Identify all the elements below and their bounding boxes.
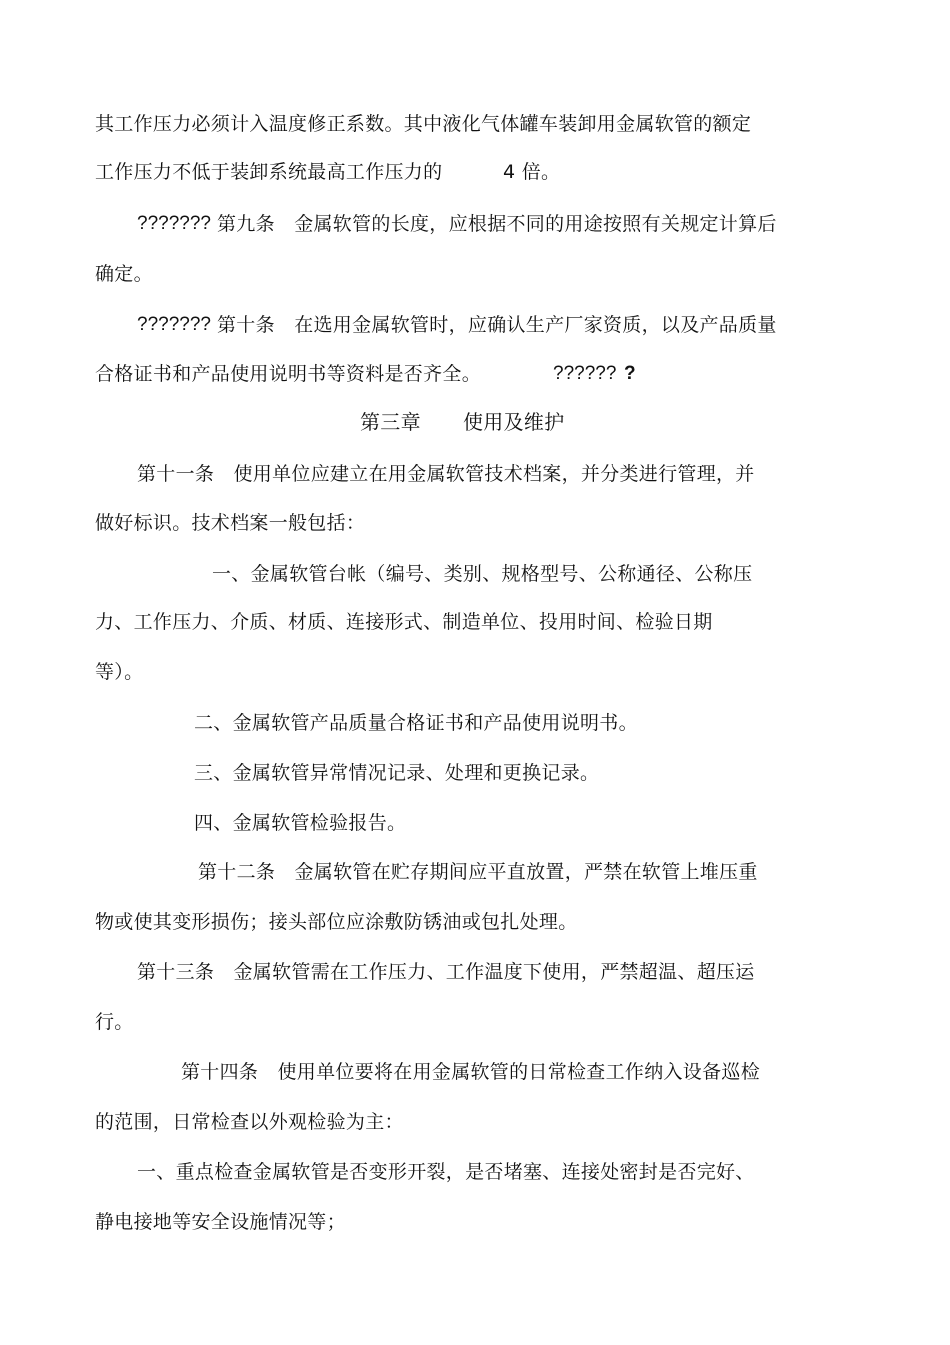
text-line: 4 倍。 xyxy=(503,161,561,183)
article-10: 第十条 在选用金属软管时，应确认生产厂家资质，以及产品质量 xyxy=(217,314,777,336)
garbled-text: ??????? xyxy=(137,213,211,234)
list-item: 四、金属软管检验报告。 xyxy=(194,812,407,834)
article-13: 第十三条 金属软管需在工作压力、工作温度下使用，严禁超温、超压运 xyxy=(137,961,755,983)
text-line: 物或使其变形损伤；接头部位应涂敷防锈油或包扎处理。 xyxy=(95,911,578,933)
chapter-title: 使用及维护 xyxy=(463,410,565,434)
list-item: 一、重点检查金属软管是否变形开裂，是否堵塞、连接处密封是否完好、 xyxy=(137,1161,755,1183)
text-line: 等）。 xyxy=(95,661,144,683)
text-line: 做好标识。技术档案一般包括： xyxy=(95,512,366,534)
text-line: 静电接地等安全设施情况等； xyxy=(95,1211,346,1233)
list-item: 三、金属软管异常情况记录、处理和更换记录。 xyxy=(194,762,600,784)
list-item: 二、金属软管产品质量合格证书和产品使用说明书。 xyxy=(194,712,638,734)
garbled-text-bold: ? xyxy=(624,363,636,384)
text-line: 行。 xyxy=(95,1011,134,1033)
list-item: 一、金属软管台帐（编号、类别、规格型号、公称通径、公称压 xyxy=(212,563,753,585)
article-11: 第十一条 使用单位应建立在用金属软管技术档案，并分类进行管理，并 xyxy=(137,463,755,485)
text-line: 力、工作压力、介质、材质、连接形式、制造单位、投用时间、检验日期 xyxy=(95,611,713,633)
text-line: 合格证书和产品使用说明书等资料是否齐全。 xyxy=(95,363,482,385)
article-14: 第十四条 使用单位要将在用金属软管的日常检查工作纳入设备巡检 xyxy=(181,1061,761,1083)
article-12: 第十二条 金属软管在贮存期间应平直放置，严禁在软管上堆压重 xyxy=(198,861,758,883)
garbled-text: ??????? xyxy=(137,314,211,335)
text-line: 确定。 xyxy=(95,263,153,285)
text-line: 的范围，日常检查以外观检验为主： xyxy=(95,1111,404,1133)
chapter-number: 第三章 xyxy=(360,410,421,434)
garbled-text: ?????? xyxy=(553,363,617,384)
text-line: 工作压力不低于装卸系统最高工作压力的 xyxy=(95,161,443,183)
text-line: 其工作压力必须计入温度修正系数。其中液化气体罐车装卸用金属软管的额定 xyxy=(95,113,752,135)
article-9: 第九条 金属软管的长度，应根据不同的用途按照有关规定计算后 xyxy=(217,213,777,235)
